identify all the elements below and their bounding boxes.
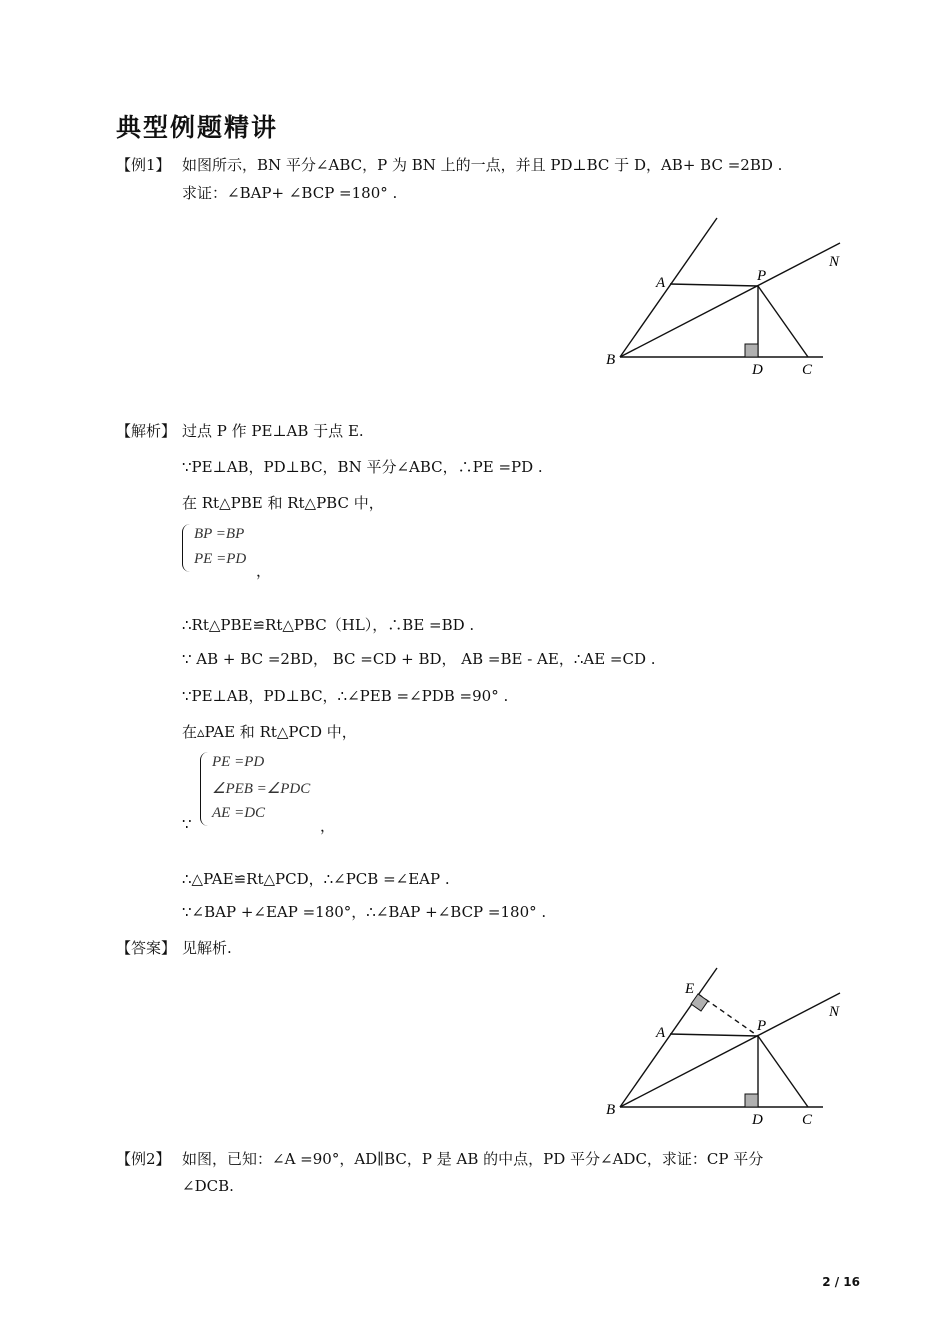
answer-tag: 【答案】 xyxy=(116,939,177,957)
ray-bn xyxy=(620,993,840,1107)
system-2-end: ， xyxy=(320,817,336,835)
label-c: C xyxy=(802,1112,813,1128)
label-a: A xyxy=(656,1025,666,1041)
label-a: A xyxy=(656,275,666,291)
ray-ba xyxy=(620,218,717,357)
brace xyxy=(200,752,209,826)
example-2-statement: 如图，已知：∠A =90°，AD∥BC，P 是 AB 的中点，PD 平分∠ADC，求证：CP 平分 xyxy=(182,1150,764,1168)
solution-line-2: 在 Rt△PBE 和 Rt△PBC 中， xyxy=(182,494,384,512)
solution-line-8: ∵∠BAP +∠EAP =180°，∴∠BAP +∠BCP =180° . xyxy=(182,903,547,921)
system-1-eq-2: PE =PD xyxy=(194,551,247,567)
brace xyxy=(182,524,191,572)
example-2-statement-cont: ∠DCB. xyxy=(182,1177,234,1195)
example-1-statement: 如图所示，BN 平分∠ABC，P 为 BN 上的一点，并且 PD⊥BC 于 D，AB+ BC =2BD . xyxy=(182,156,783,174)
system-2-eq-1: PE =PD xyxy=(212,754,265,770)
system-2-eq-2: ∠PEB =∠PDC xyxy=(212,781,311,797)
solution-intro: 过点 P 作 PE⊥AB 于点 E. xyxy=(182,422,364,440)
example-1-goal: 求证：∠BAP+ ∠BCP =180° . xyxy=(182,184,398,202)
label-c: C xyxy=(802,362,813,378)
section-title: 典型例题精讲 xyxy=(116,113,279,142)
page-number: 2 / 16 xyxy=(822,1275,860,1289)
solution-line-4: ∵ AB + BC =2BD， BC =CD + BD， AB =BE - AE，∴AE =CD . xyxy=(182,650,656,668)
label-n: N xyxy=(829,1004,840,1020)
solution-line-3: ∴Rt△PBE≌Rt△PBC（HL），∴BE =BD . xyxy=(182,616,475,634)
answer-text: 见解析. xyxy=(182,939,232,957)
label-b: B xyxy=(606,1102,616,1118)
system-1-eq-1: BP =BP xyxy=(194,526,245,542)
system-2-because: ∵ xyxy=(182,815,192,833)
system-2-eq-3: AE =DC xyxy=(212,805,266,821)
label-n: N xyxy=(829,254,840,270)
segment-pc xyxy=(758,1036,808,1107)
solution-line-6: 在▵PAE 和 Rt△PCD 中， xyxy=(182,723,357,741)
segment-ap xyxy=(670,1034,758,1036)
system-1-end: ， xyxy=(256,562,272,580)
label-d: D xyxy=(752,362,763,378)
label-e: E xyxy=(685,981,695,997)
right-angle-mark-d xyxy=(745,344,758,357)
solution-line-7: ∴△PAE≌Rt△PCD，∴∠PCB =∠EAP . xyxy=(182,870,450,888)
solution-tag: 【解析】 xyxy=(116,422,177,440)
label-p: P xyxy=(757,1018,767,1034)
segment-ap xyxy=(670,284,758,286)
figure-1 xyxy=(590,210,850,385)
equation-system-2 xyxy=(200,752,330,826)
ray-ba xyxy=(620,968,717,1107)
solution-line-5: ∵PE⊥AB，PD⊥BC，∴∠PEB =∠PDB =90° . xyxy=(182,687,509,705)
label-d: D xyxy=(752,1112,763,1128)
label-b: B xyxy=(606,352,616,368)
figure-2 xyxy=(590,960,850,1135)
right-angle-mark-d xyxy=(745,1094,758,1107)
solution-line-1: ∵PE⊥AB，PD⊥BC，BN 平分∠ABC，∴PE =PD . xyxy=(182,458,543,476)
example-2-tag: 【例2】 xyxy=(116,1150,171,1168)
example-1-tag: 【例1】 xyxy=(116,156,171,174)
label-p: P xyxy=(757,268,767,284)
segment-pc xyxy=(758,286,808,357)
ray-bn xyxy=(620,243,840,357)
